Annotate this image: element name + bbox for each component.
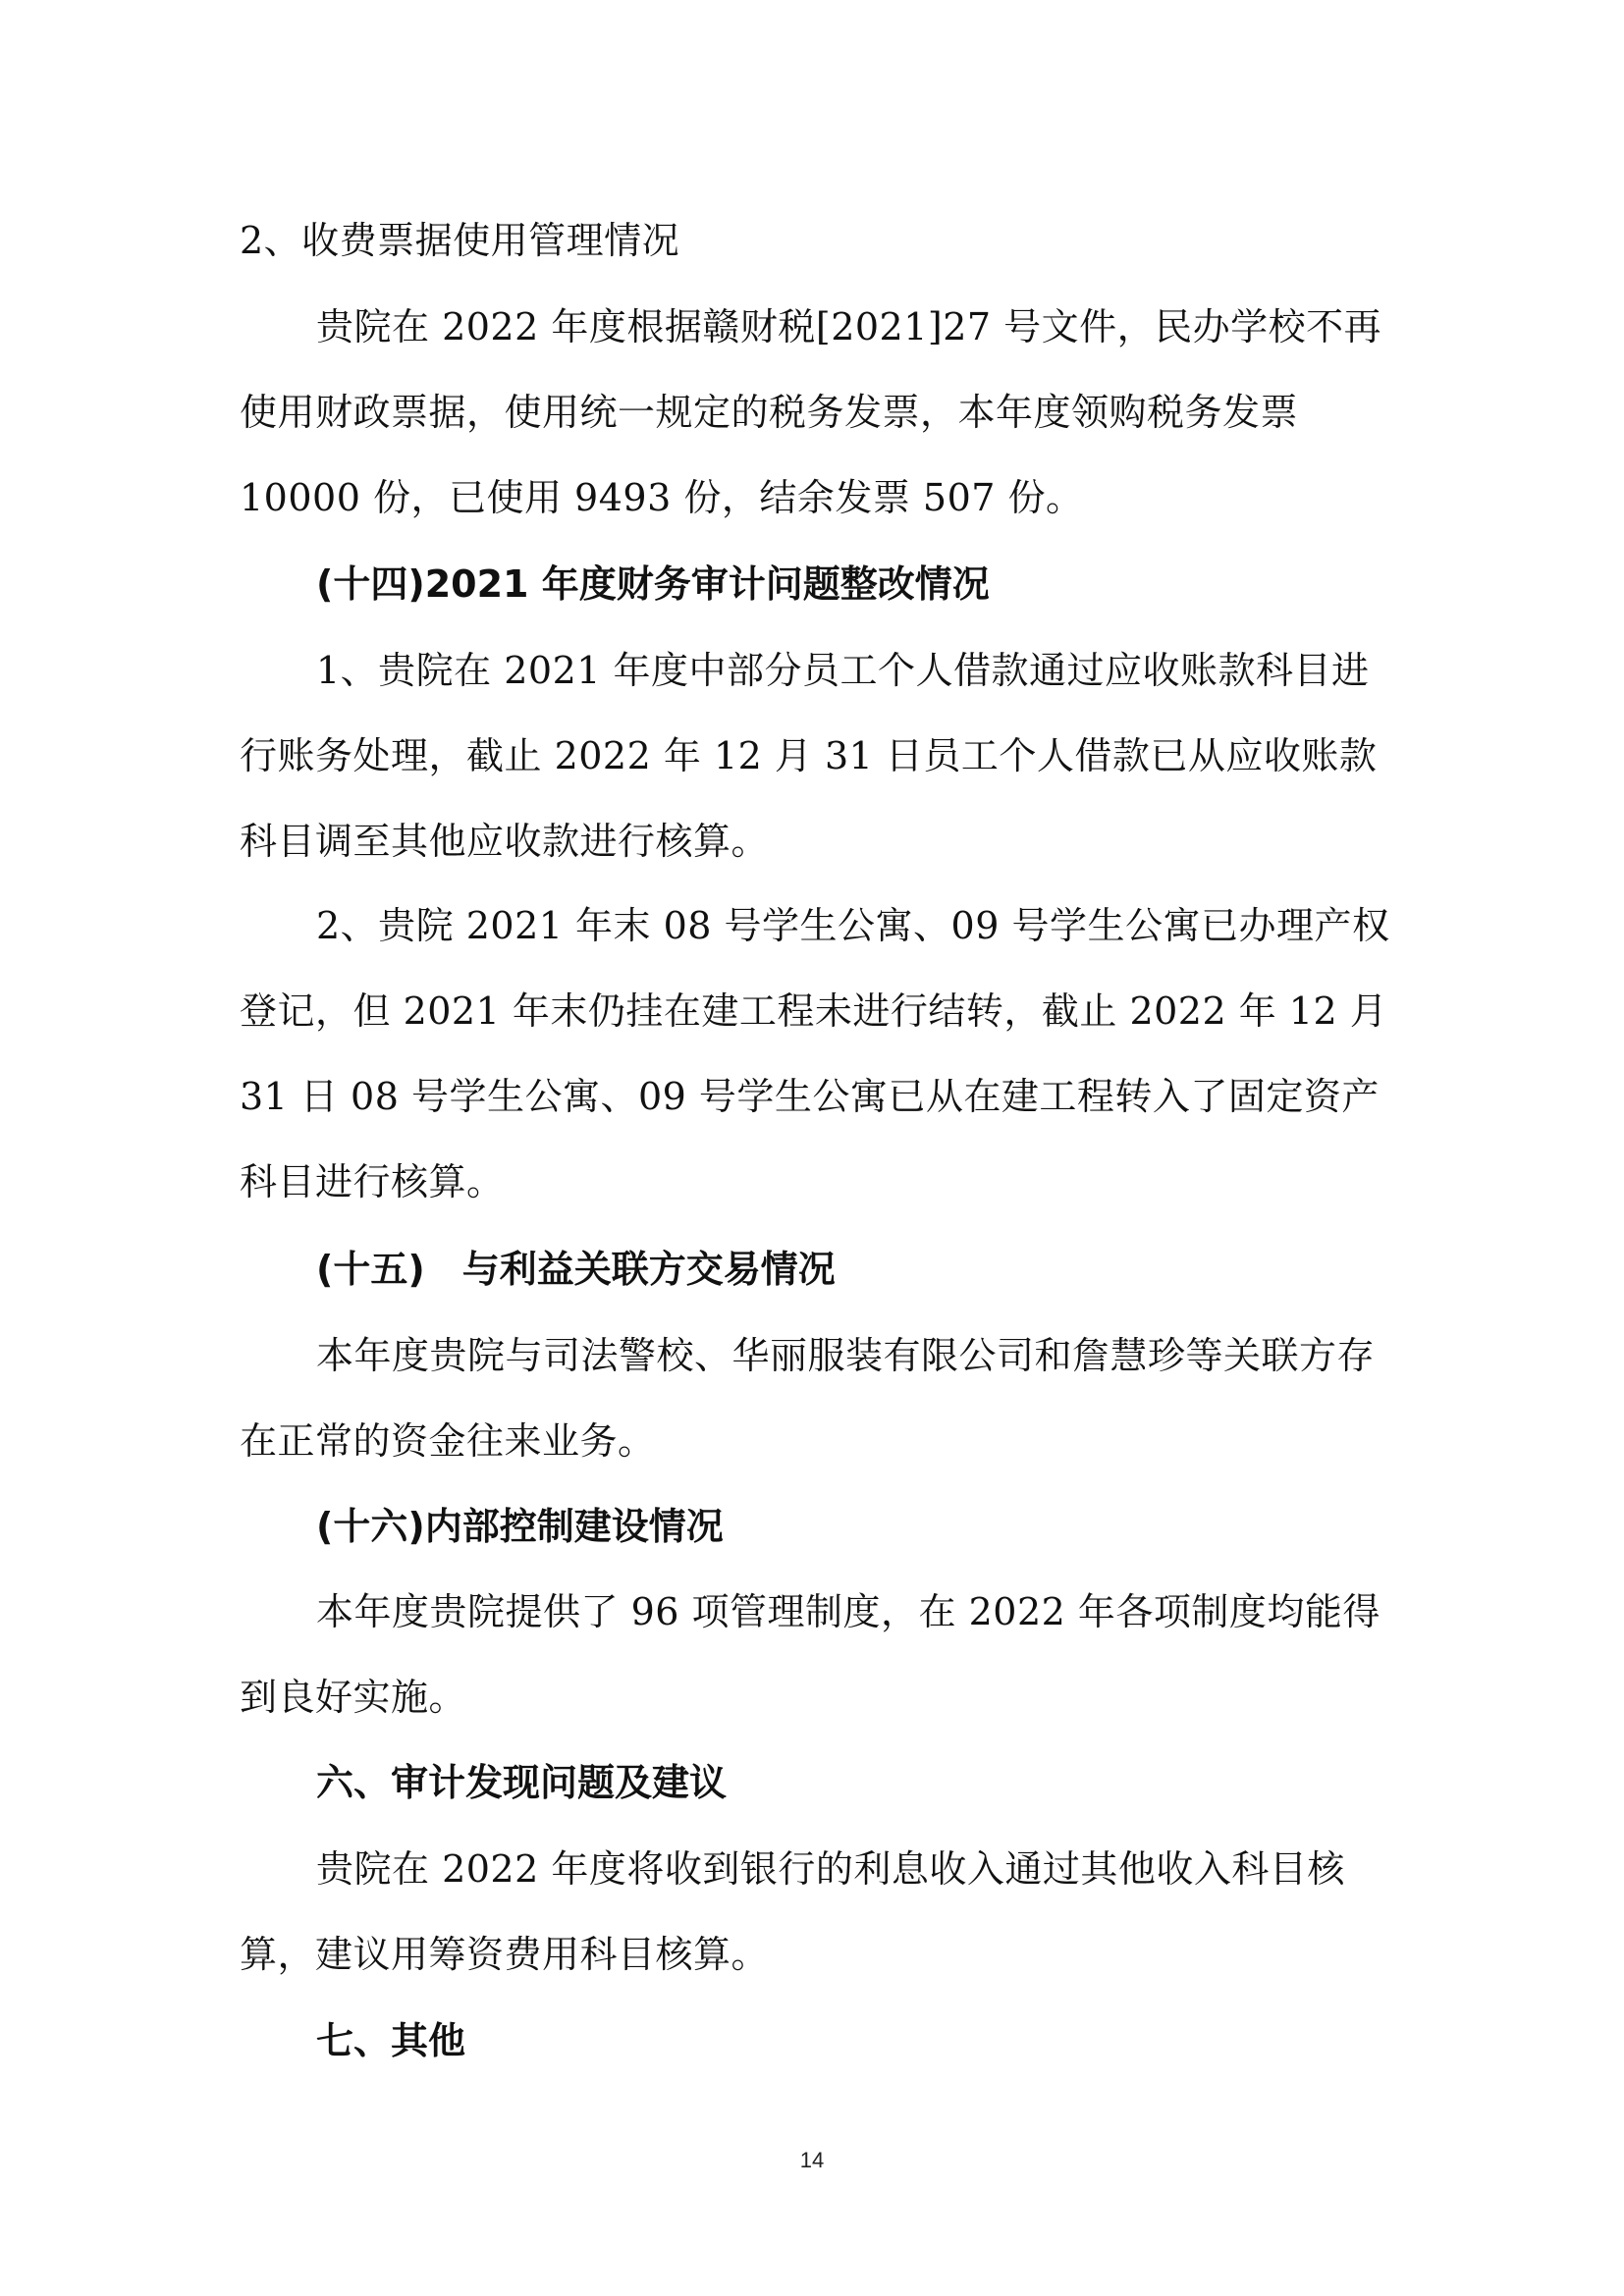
heading-section-16: (十六)内部控制建设情况 xyxy=(316,1505,724,1548)
heading-section-6: 六、审计发现问题及建议 xyxy=(316,1761,728,1804)
paragraph-internal-control: 本年度贵院提供了 96 项管理制度，在 2022 年各项制度均能得到良好实施。 xyxy=(240,1590,1380,1719)
heading-section-14: (十四)2021 年度财务审计问题整改情况 xyxy=(316,562,990,606)
paragraph-audit-findings: 贵院在 2022 年度将收到银行的利息收入通过其他收入科目核算，建议用筹资费用科目核算。 xyxy=(240,1847,1345,1976)
heading-section-15: (十五) 与利益关联方交易情况 xyxy=(316,1248,836,1291)
paragraph-audit-issue-1: 1、贵院在 2021 年度中部分员工个人借款通过应收账款科目进行账务处理，截止 2022 年 12 月 31 日员工个人借款已从应收账款科目调至其他应收款进行核算。 xyxy=(240,649,1378,863)
page-number: 14 xyxy=(799,2148,825,2172)
heading-section-7: 七、其他 xyxy=(316,2019,466,2062)
paragraph-receipts: 贵院在 2022 年度根据赣财税[2021]27 号文件，民办学校不再使用财政票据，使用统一规定的税务发票，本年度领购税务发票 10000 份，已使用 9493 份，结余发票 507 份。 xyxy=(240,305,1382,519)
paragraph-related-party: 本年度贵院与司法警校、华丽服装有限公司和詹慧珍等关联方存在正常的资金往来业务。 xyxy=(240,1334,1376,1463)
subsection-title-receipts: 2、收费票据使用管理情况 xyxy=(240,219,680,262)
paragraph-audit-issue-2: 2、贵院 2021 年末 08 号学生公寓、09 号学生公寓已办理产权登记，但 2021 年末仍挂在建工程未进行结转，截止 2022 年 12 月 31 日 08 号学生公寓、09 号学生公寓已从在建工程转入了固定资产科目进行核算。 xyxy=(240,904,1390,1203)
